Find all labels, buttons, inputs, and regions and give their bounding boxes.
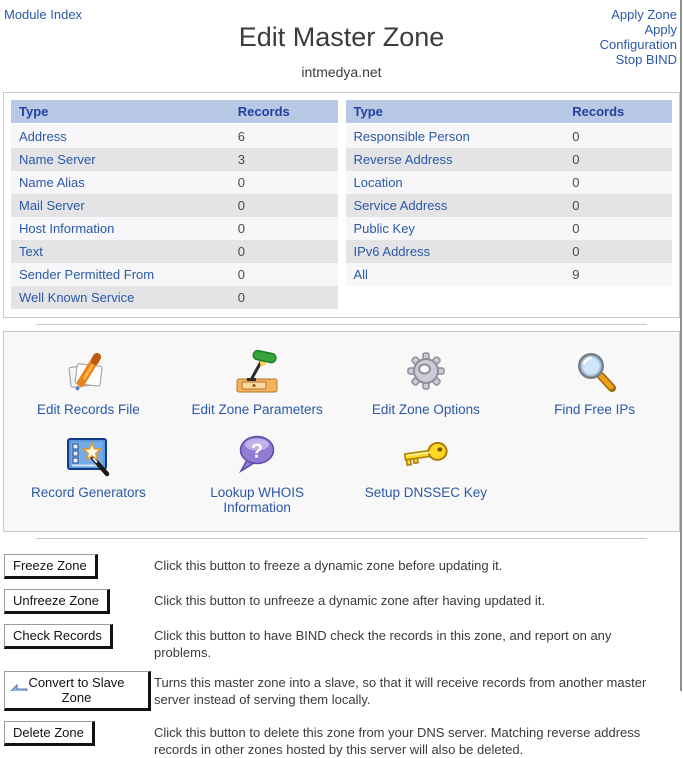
tool-label: Record Generators (30, 485, 146, 500)
record-count: 0 (572, 198, 580, 213)
zone-actions (0, 545, 683, 758)
tool-label: Lookup WHOIS Information (210, 485, 305, 515)
freeze-zone-button[interactable]: Freeze Zone (4, 554, 98, 579)
apply-zone-link[interactable]: Apply Zone (611, 7, 677, 22)
record-count: 0 (572, 152, 580, 167)
action-description: Click this button to unfreeze a dynamic zone after having updated it. (154, 593, 545, 608)
tool-lookup-whois[interactable] (173, 423, 342, 521)
record-types-table-right (346, 100, 673, 286)
module-index-link[interactable]: Module Index (4, 7, 83, 22)
record-type-link-public-key[interactable]: Public Key (353, 221, 415, 236)
record-type-link-location[interactable]: Location (353, 175, 403, 190)
tool-label: Edit Zone Options (371, 402, 480, 417)
page-header (0, 0, 683, 92)
record-count: 0 (237, 244, 245, 259)
record-count: 0 (237, 221, 245, 236)
tool-record-generators[interactable] (4, 423, 173, 521)
table-row (11, 124, 338, 148)
gear-icon (402, 348, 450, 394)
record-types-table-left (11, 100, 338, 309)
tool-edit-records-file[interactable] (4, 340, 173, 423)
type-column-header: Type (346, 100, 565, 124)
tool-edit-zone-parameters[interactable] (173, 340, 342, 423)
record-count: 0 (572, 244, 580, 259)
action-description: Click this button to have BIND check the records in this zone, and report on any problems. (154, 628, 612, 660)
table-row (11, 171, 338, 194)
record-type-link-sender-permitted-from[interactable]: Sender Permitted From (19, 267, 155, 282)
action-row-check-records (4, 624, 679, 661)
tool-label: Edit Records File (36, 402, 140, 417)
record-type-link-responsible-person[interactable]: Responsible Person (353, 129, 470, 144)
table-row (11, 148, 338, 171)
table-row (346, 217, 673, 240)
page-title: Edit Master Zone (238, 22, 445, 52)
record-count: 0 (572, 175, 580, 190)
tool-label: Find Free IPs (554, 402, 636, 417)
type-column-header: Type (11, 100, 230, 124)
table-row (346, 148, 673, 171)
unfreeze-zone-button[interactable]: Unfreeze Zone (4, 589, 110, 614)
record-count: 0 (572, 221, 580, 236)
table-header-row (346, 100, 673, 124)
record-type-link-name-alias[interactable]: Name Alias (19, 175, 85, 190)
records-column-header: Records (564, 100, 672, 124)
action-row-delete (4, 721, 679, 758)
tool-label: Edit Zone Parameters (191, 402, 323, 417)
record-type-link-mail-server[interactable]: Mail Server (19, 198, 85, 213)
table-row (11, 217, 338, 240)
desk-lamp-icon (232, 348, 282, 394)
table-row (11, 263, 338, 286)
record-type-link-all[interactable]: All (353, 267, 368, 282)
section-divider (36, 538, 647, 539)
action-row-freeze (4, 554, 679, 579)
return-arrow-icon[interactable] (8, 684, 28, 691)
convert-to-slave-zone-button[interactable]: Convert to Slave Zone (4, 671, 151, 711)
record-type-link-ipv6-address[interactable]: IPv6 Address (353, 244, 431, 259)
record-types-panel (3, 92, 680, 318)
check-records-button[interactable]: Check Records (4, 624, 113, 649)
tool-find-free-ips[interactable] (510, 340, 679, 423)
table-row (346, 124, 673, 148)
table-row (346, 171, 673, 194)
record-type-link-service-address[interactable]: Service Address (353, 198, 448, 213)
table-row (346, 240, 673, 263)
record-count: 0 (237, 198, 245, 213)
table-row (11, 240, 338, 263)
table-row (346, 194, 673, 217)
records-column-header: Records (230, 100, 338, 124)
tool-edit-zone-options[interactable] (342, 340, 511, 423)
tool-setup-dnssec-key[interactable] (342, 423, 511, 521)
record-type-link-address[interactable]: Address (19, 129, 67, 144)
record-count: 3 (237, 152, 245, 167)
table-row (11, 194, 338, 217)
action-description: Click this button to delete this zone from your DNS server. Matching reverse address records in other zones hosted by this server will also be deleted. (154, 725, 641, 757)
record-type-link-reverse-address[interactable]: Reverse Address (353, 152, 453, 167)
table-row (346, 263, 673, 286)
record-type-link-host-information[interactable]: Host Information (19, 221, 115, 236)
zone-name: intmedya.net (301, 64, 382, 80)
pen-papers-icon (64, 348, 112, 394)
action-row-convert-slave (4, 671, 679, 711)
record-type-link-text[interactable]: Text (19, 244, 43, 259)
record-count: 0 (237, 290, 245, 305)
key-icon (401, 431, 451, 477)
question-bubble-icon (233, 431, 281, 477)
record-count: 9 (572, 267, 580, 282)
record-count: 0 (237, 175, 245, 190)
section-divider (36, 324, 647, 325)
window-edge (680, 0, 682, 691)
record-count: 6 (237, 129, 245, 144)
record-type-link-well-known-service[interactable]: Well Known Service (19, 290, 135, 305)
wizard-screen-icon (64, 431, 112, 477)
table-row (11, 286, 338, 309)
action-row-unfreeze (4, 589, 679, 614)
zone-tools-panel (3, 331, 680, 532)
table-header-row (11, 100, 338, 124)
action-description: Turns this master zone into a slave, so that it will receive records from another master server instead of serving them locally. (154, 675, 647, 707)
apply-configuration-link[interactable]: Apply Configuration (599, 22, 677, 52)
svg-text:?: ? (251, 440, 264, 463)
record-count: 0 (237, 267, 245, 282)
action-description: Click this button to freeze a dynamic zone before updating it. (154, 558, 503, 573)
header-links (581, 7, 677, 67)
stop-bind-link[interactable]: Stop BIND (615, 52, 677, 67)
magnifier-icon (571, 348, 619, 394)
record-count: 0 (572, 129, 580, 144)
record-type-link-name-server[interactable]: Name Server (19, 152, 96, 167)
delete-zone-button[interactable]: Delete Zone (4, 721, 95, 746)
tool-label: Setup DNSSEC Key (364, 485, 488, 500)
